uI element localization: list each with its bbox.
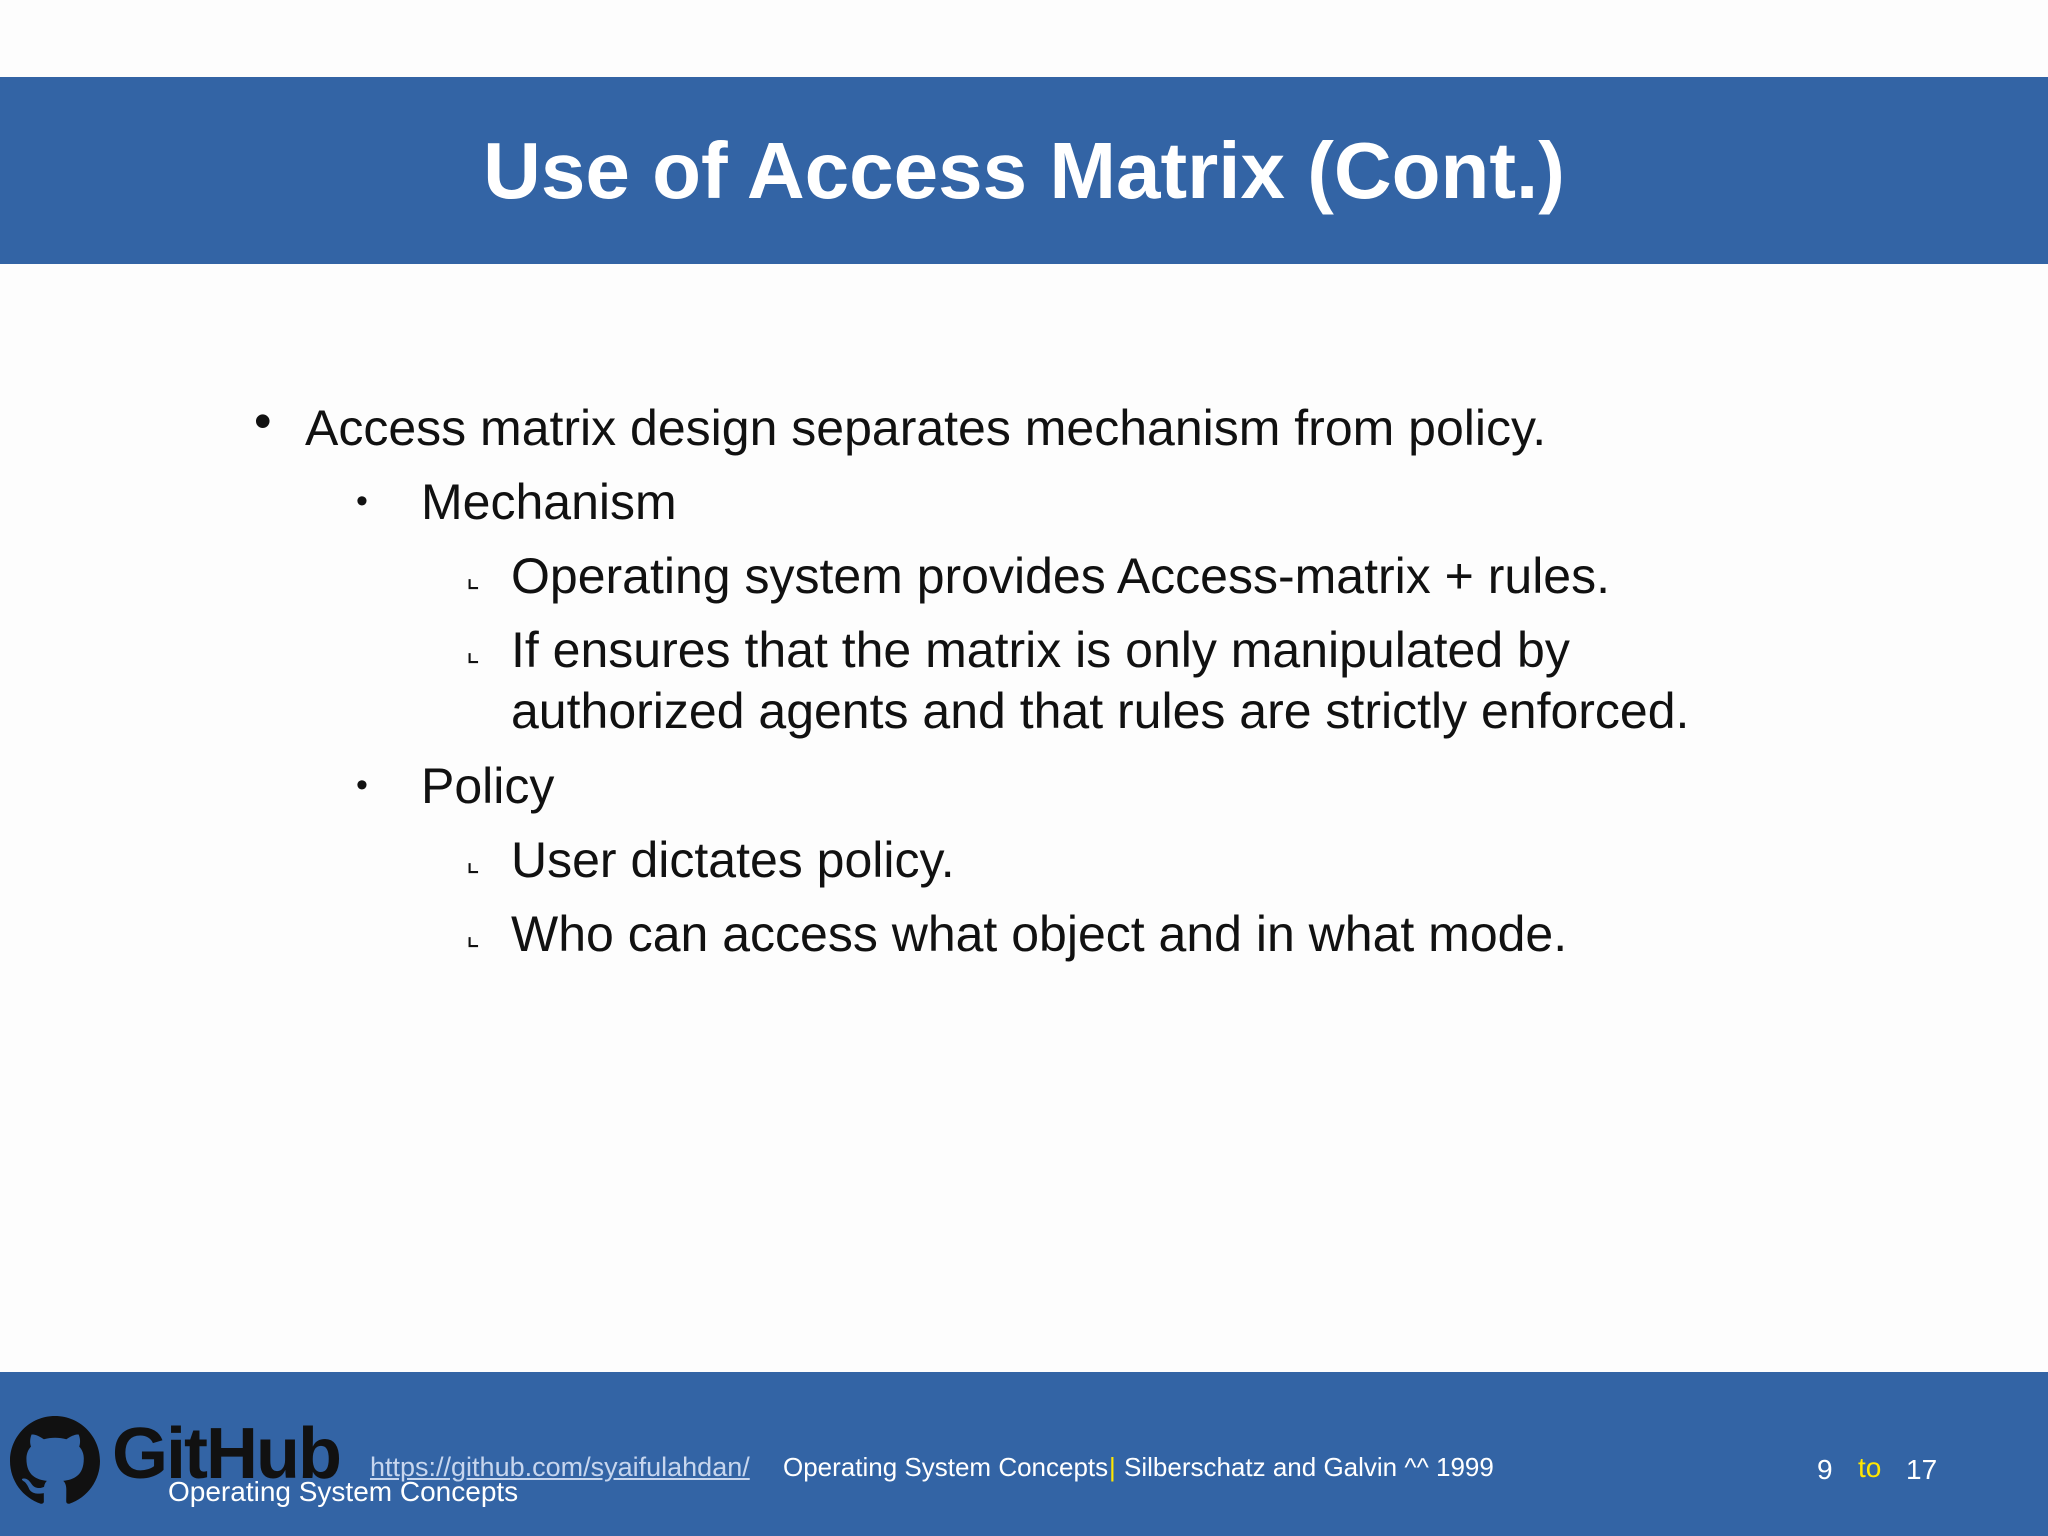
footer-course-title: Operating System Concepts [783, 1452, 1109, 1482]
footer-authors: Silberschatz and Galvin ^^ 1999 [1124, 1452, 1494, 1482]
slide-title: Use of Access Matrix (Cont.) [483, 125, 1565, 215]
mechanism-point-os-provides: Operating system provides Access-matrix + rules. [511, 548, 1610, 604]
mechanism-point-ensures-line1: If ensures that the matrix is only manipulated by [511, 622, 1570, 678]
bullet-item-policy: Policy [421, 758, 555, 814]
github-link[interactable]: https://github.com/syaifulahdan/ [370, 1452, 750, 1482]
page-current: 9 [1817, 1454, 1833, 1485]
mechanism-point-ensures-line2: authorized agents and that rules are strictly enforced. [511, 683, 1690, 739]
footer-separator: | [1109, 1452, 1116, 1482]
bullet-level3: ⌞ [466, 918, 481, 953]
policy-point-user-dictates: User dictates policy. [511, 832, 955, 888]
bullet-item-separation: Access matrix design separates mechanism from policy. [305, 400, 1547, 456]
bullet-level3: ⌞ [466, 844, 481, 879]
footer-bar [0, 1372, 2048, 1536]
bullet-level1: • [254, 393, 272, 449]
page-to-label: to [1858, 1452, 1882, 1483]
policy-point-who-can-access: Who can access what object and in what mode. [511, 906, 1568, 962]
bullet-level3: ⌞ [466, 560, 481, 595]
github-octocat-icon [10, 1416, 100, 1506]
bullet-level2: • [356, 766, 368, 804]
page-total: 17 [1906, 1454, 1938, 1485]
bullet-item-mechanism: Mechanism [421, 474, 677, 530]
footer-small-title: Operating System Concepts [168, 1476, 519, 1507]
title-bar [0, 77, 2048, 264]
bullet-level2: • [356, 482, 368, 520]
github-wordmark: GitHub [112, 1414, 340, 1494]
bullet-level3: ⌞ [466, 634, 481, 669]
